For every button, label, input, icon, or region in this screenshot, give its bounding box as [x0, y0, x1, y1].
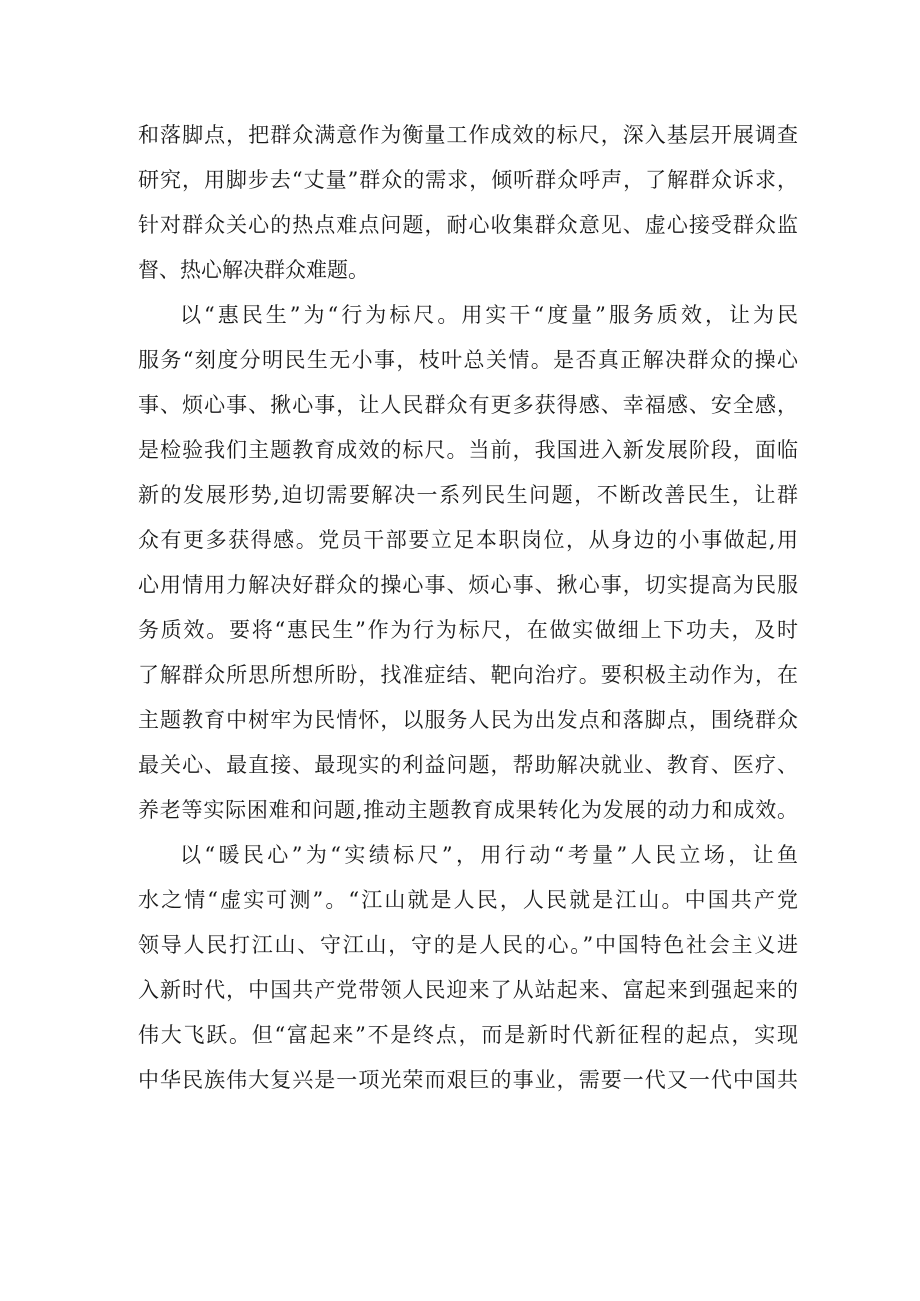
- text-line: 了解群众所思所想所盼，找准症结、靶向治疗。要积极主动作为，在: [138, 663, 798, 687]
- text-line: 领导人民打江山、守江山，守的是人民的心。”中国特色社会主义进: [138, 933, 798, 957]
- text-line: 和落脚点，把群众满意作为衡量工作成效的标尺，深入基层开展调查: [138, 123, 798, 147]
- text-line: 主题教育中树牢为民情怀，以服务人民为出发点和落脚点，围绕群众: [138, 708, 798, 732]
- text-line: 务质效。要将“惠民生”作为行为标尺，在做实做细上下功夫，及时: [138, 618, 798, 642]
- paragraph-start-line: 以“暖民心”为“实绩标尺”，用行动“考量”人民立场，让鱼: [180, 843, 798, 867]
- text-line: 事、烦心事、揪心事，让人民群众有更多获得感、幸福感、安全感，: [138, 393, 798, 417]
- text-line: 中华民族伟大复兴是一项光荣而艰巨的事业，需要一代又一代中国共: [138, 1068, 798, 1092]
- text-line: 最关心、最直接、最现实的利益问题，帮助解决就业、教育、医疗、: [138, 753, 798, 777]
- text-line: 是检验我们主题教育成效的标尺。当前，我国进入新发展阶段，面临: [138, 438, 798, 462]
- text-line: 众有更多获得感。党员干部要立足本职岗位，从身边的小事做起,用: [138, 528, 798, 552]
- text-line: 新的发展形势,迫切需要解决一系列民生问题，不断改善民生，让群: [138, 483, 798, 507]
- paragraph-start-line: 以“惠民生”为“行为标尺。用实干“度量”服务质效，让为民: [180, 303, 798, 327]
- body-text: [138, 113, 798, 1103]
- text-line: 心用情用力解决好群众的操心事、烦心事、揪心事，切实提高为民服: [138, 573, 798, 597]
- text-line: 水之情“虚实可测”。“江山就是人民，人民就是江山。中国共产党: [138, 888, 798, 912]
- text-line: 研究，用脚步去“丈量”群众的需求，倾听群众呼声，了解群众诉求，: [138, 168, 798, 192]
- text-line: 养老等实际困难和问题,推动主题教育成果转化为发展的动力和成效。: [138, 798, 798, 822]
- text-line: 入新时代，中国共产党带领人民迎来了从站起来、富起来到强起来的: [138, 978, 798, 1002]
- text-line: 督、热心解决群众难题。: [138, 258, 369, 282]
- text-line: 伟大飞跃。但“富起来”不是终点，而是新时代新征程的起点，实现: [138, 1023, 798, 1047]
- text-line: 针对群众关心的热点难点问题，耐心收集群众意见、虚心接受群众监: [138, 213, 798, 237]
- text-line: 服务“刻度分明民生无小事，枝叶总关情。是否真正解决群众的操心: [138, 348, 798, 372]
